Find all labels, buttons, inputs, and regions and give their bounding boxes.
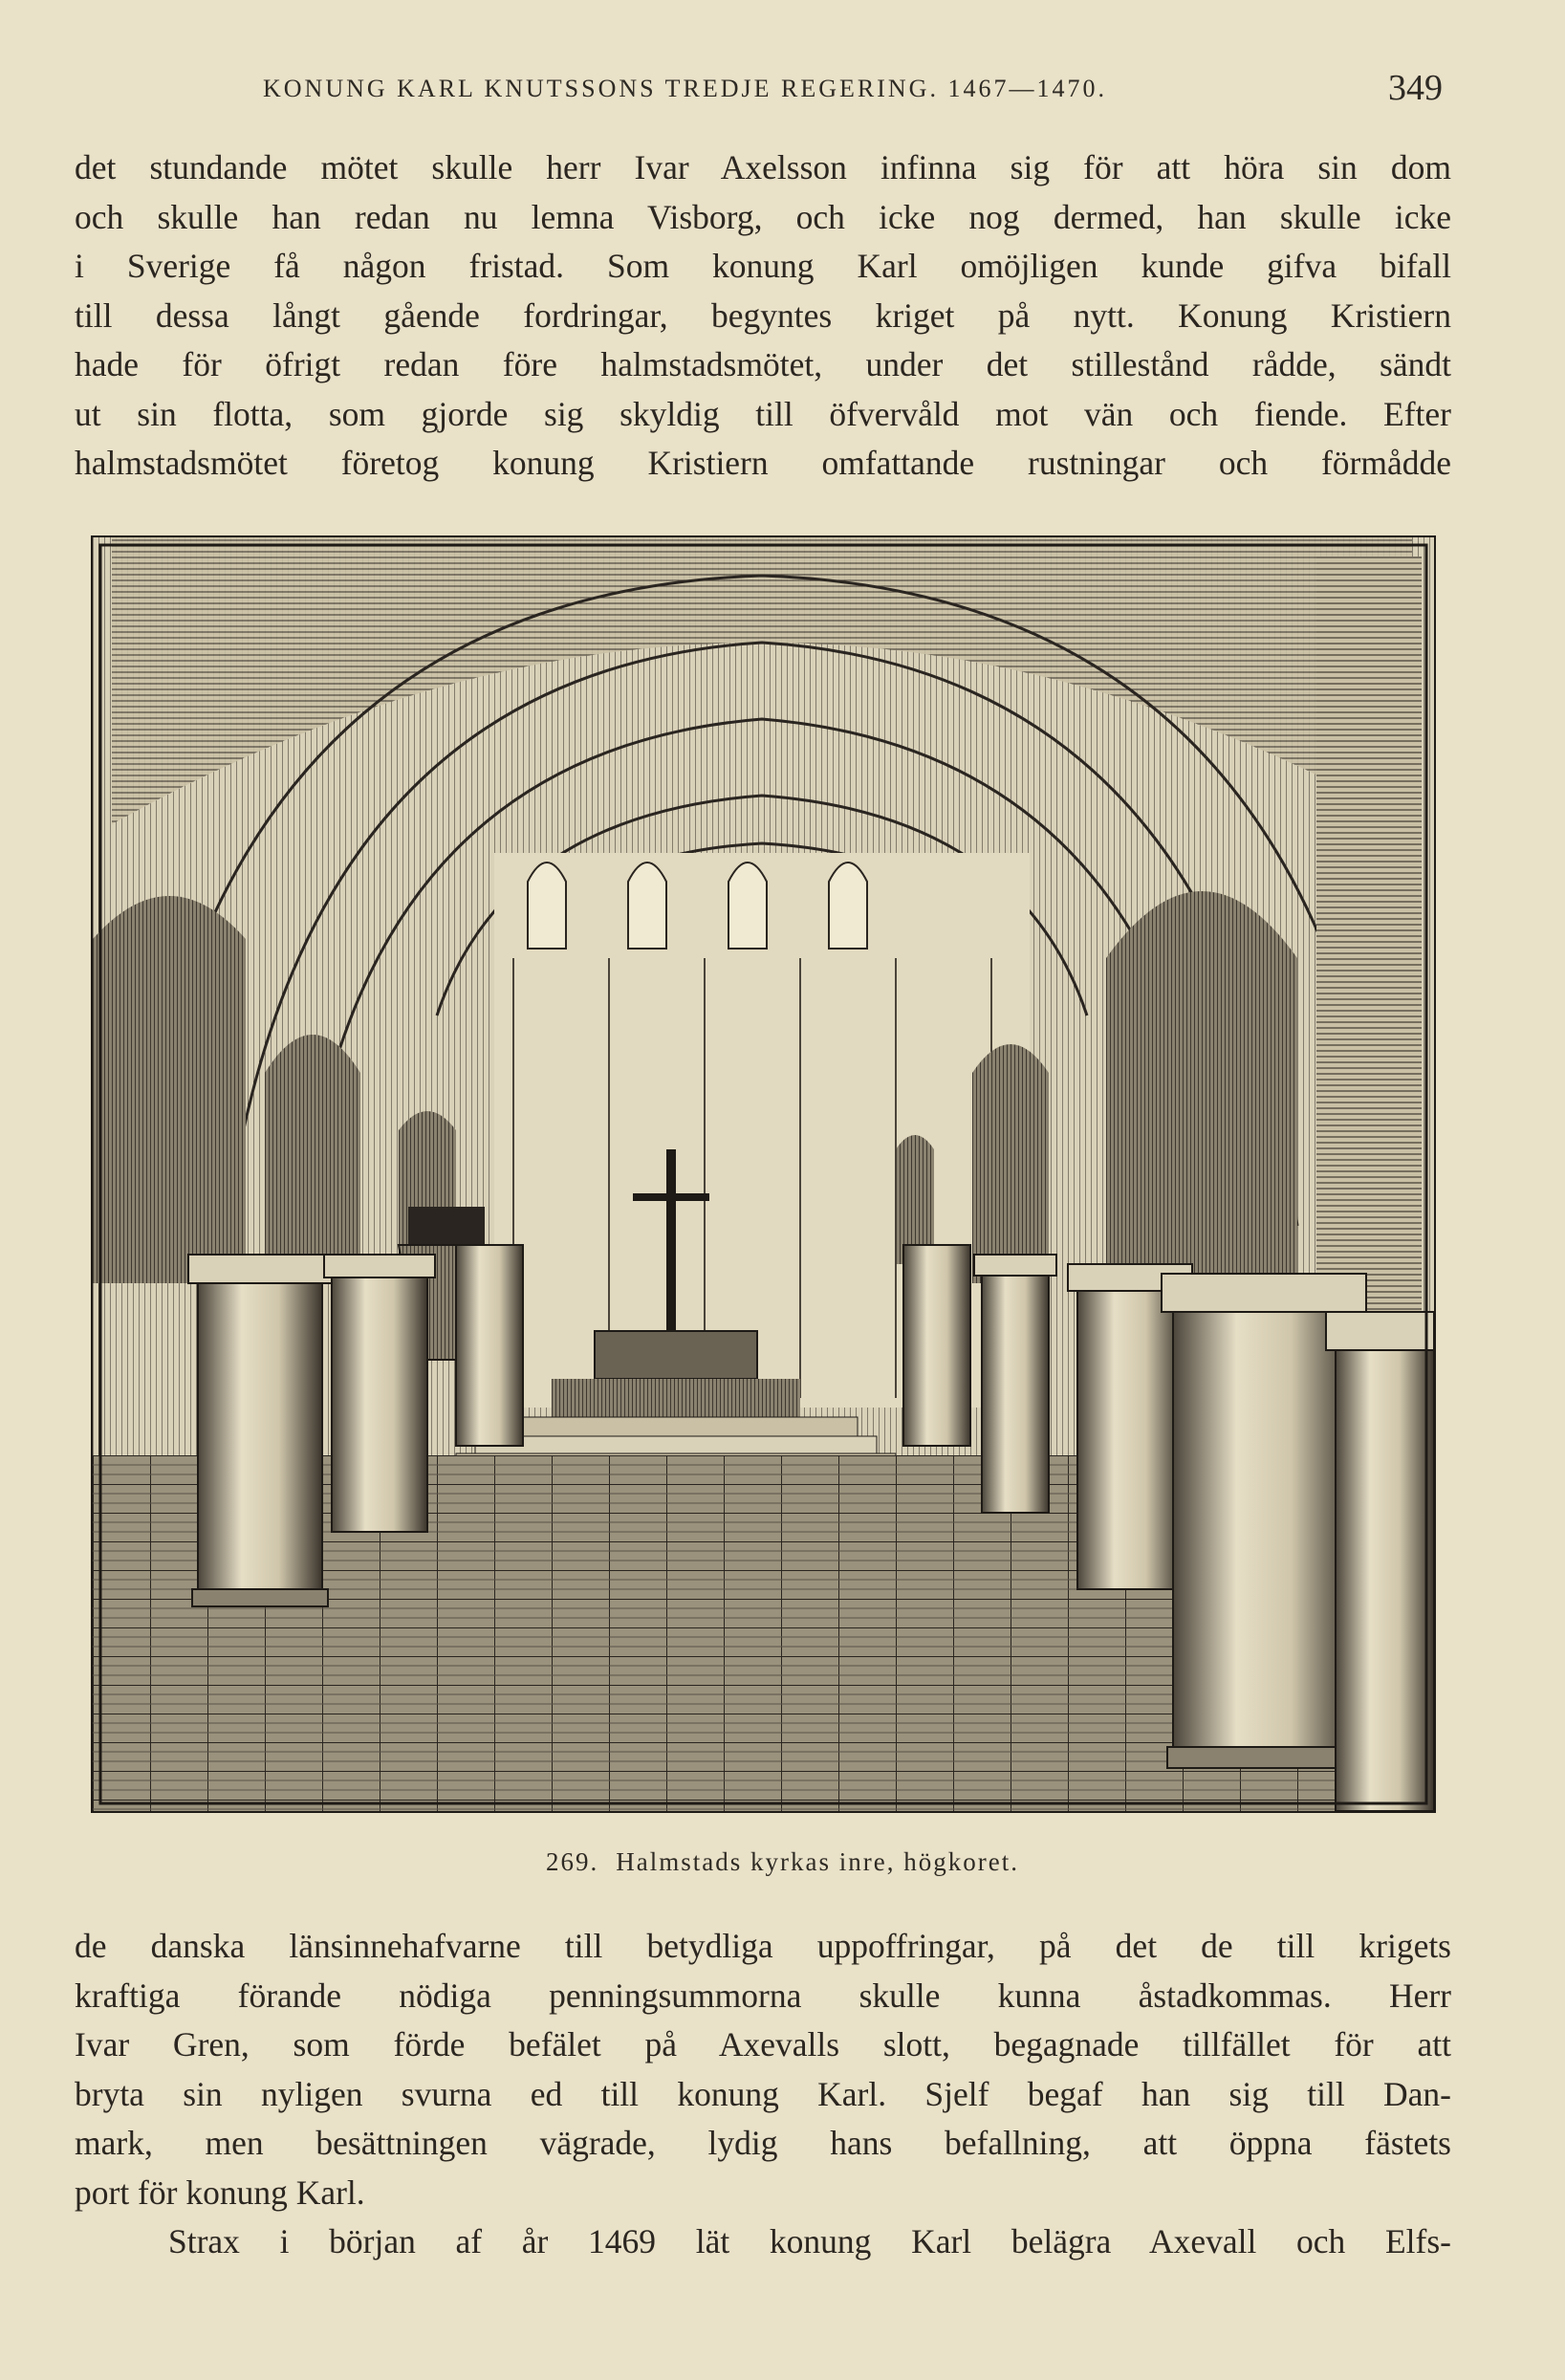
text-line: halmstadsmötet företog konung Kristiern omfattande rustningar och förmådde <box>75 444 1451 482</box>
text-line: bryta sin nyligen svurna ed till konung Karl. Sjelf begaf han sig till Dan- <box>75 2074 1451 2113</box>
page-number: 349 <box>1388 68 1443 108</box>
text-line: hade för öfrigt redan före halmstadsmötet, under det stillestånd rådde, sändt <box>75 345 1451 383</box>
figure-caption-text: Halmstads kyrkas inre, högkoret. <box>616 1847 1019 1876</box>
text-line: Ivar Gren, som förde befälet på Axevalls slott, begagnade tillfället för att <box>75 2025 1451 2063</box>
figure-illustration <box>91 535 1436 1813</box>
figure-caption <box>0 1847 1565 1877</box>
text-line: port för konung Karl. <box>75 2173 365 2212</box>
text-line: till dessa långt gående fordringar, begyntes kriget på nytt. Konung Kristiern <box>75 295 1451 335</box>
text-line: ut sin flotta, som gjorde sig skyldig till öfvervåld mot vän och fiende. Efter <box>75 394 1451 433</box>
text-line: Strax i början af år 1469 lät konung Karl belägra Axevall och Elfs- <box>168 2222 1451 2260</box>
figure-number: 269. <box>546 1847 599 1876</box>
church-interior-engraving <box>93 537 1434 1811</box>
text-line: kraftiga förande nödiga penningsummorna skulle kunna åstadkommas. Herr <box>75 1976 1451 2015</box>
body-paragraph-bottom <box>75 1922 1451 2267</box>
running-head: KONUNG KARL KNUTSSONS TREDJE REGERING. 1467—1470. <box>263 75 1107 102</box>
text-line: i Sverige få någon fristad. Som konung Karl omöjligen kunde gifva bifall <box>75 247 1451 285</box>
text-line: mark, men besättningen vägrade, lydig hans befallning, att öppna fästets <box>75 2124 1451 2162</box>
text-line: det stundande mötet skulle herr Ivar Axelsson infinna sig för att höra sin dom <box>75 148 1451 186</box>
page-header <box>0 67 1565 115</box>
text-line: och skulle han redan nu lemna Visborg, och icke nog dermed, han skulle icke <box>75 197 1451 236</box>
body-paragraph-top <box>75 143 1451 489</box>
text-line: de danska länsinnehafvarne till betydliga uppoffringar, på det de till krigets <box>75 1927 1451 1965</box>
